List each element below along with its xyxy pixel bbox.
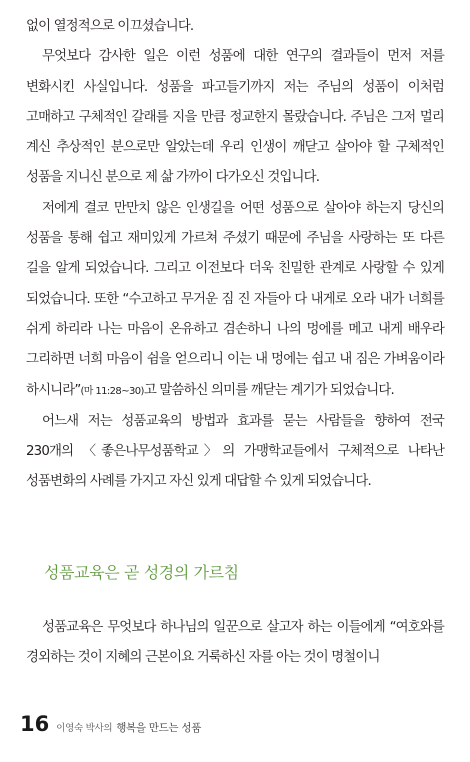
paragraph-scripture-quote [26, 194, 444, 407]
paragraph-gratitude: 무엇보다 감사한 일은 이런 성품에 대한 연구의 결과들이 먼저 저를 변화시킨 사실입니다. 성품을 파고들기까지 저는 주님의 성품이 이처럼 고매하고 구체적인 갈래를 지을 만큼 정교한지 몰랐습니다. 주님은 그저 멀리 계신 추상적인 분으로만 알았는데 우리 인생이 깨닫고 살아야 할 구체적인 성품을 지니신 분으로 제 삶 가까이 다가오신 것입니다. [26, 49, 444, 186]
running-author: 이영숙 박사의 [56, 723, 113, 734]
quote-text: 저에게 결코 만만치 않은 인생길을 어떤 성품으로 살아야 하는지 당신의 성품을 통해 쉽고 재미있게 가르쳐 주셨기 때문에 주님을 사랑하는 또 다른 길을 알게 되었습니다. 그리고 이전보다 더욱 친밀한 관계로 사랑할 수 있게 되었습니다. 또한 “수고하고 무거운 짐 진 자들아 다 내게로 오라 내가 너희를 쉬게 하리라 나는 마음이 온유하고 겸손하니 나의 멍에를 메고 내게 배우라 그리하면 너희 마음이 쉼을 얻으리니 이는 내 멍에는 쉽고 내 짐은 가벼움이라 하시니라” [26, 200, 444, 398]
section-body [26, 613, 444, 674]
body-text [26, 12, 444, 498]
paragraph-schools: 어느새 저는 성품교육의 방법과 효과를 묻는 사람들을 향하여 전국 230개의 〈좋은나무성품학교〉의 가맹학교들에서 구체적으로 나타난 성품변화의 사례를 가지고 자신 있게 대답할 수 있게 되었습니다. [26, 413, 444, 490]
page-footer [20, 712, 201, 742]
paragraph-continuation: 없이 열정적으로 이끄셨습니다. [26, 19, 194, 34]
page-number: 16 [20, 712, 50, 736]
running-book-title: 행복을 만드는 성품 [116, 722, 202, 734]
section-paragraph: 성품교육은 무엇보다 하나님의 일꾼으로 살고자 하는 이들에게 “여호와를 경외하는 것이 지혜의 근본이요 거룩하신 자를 아는 것이 명철이니 [26, 620, 444, 666]
section-heading: 성품교육은 곧 성경의 가르침 [44, 563, 239, 582]
quote-after-text: 고 말씀하신 의미를 깨닫는 계기가 되었습니다. [143, 382, 394, 398]
bible-citation: (마 11:28~30) [80, 385, 144, 397]
